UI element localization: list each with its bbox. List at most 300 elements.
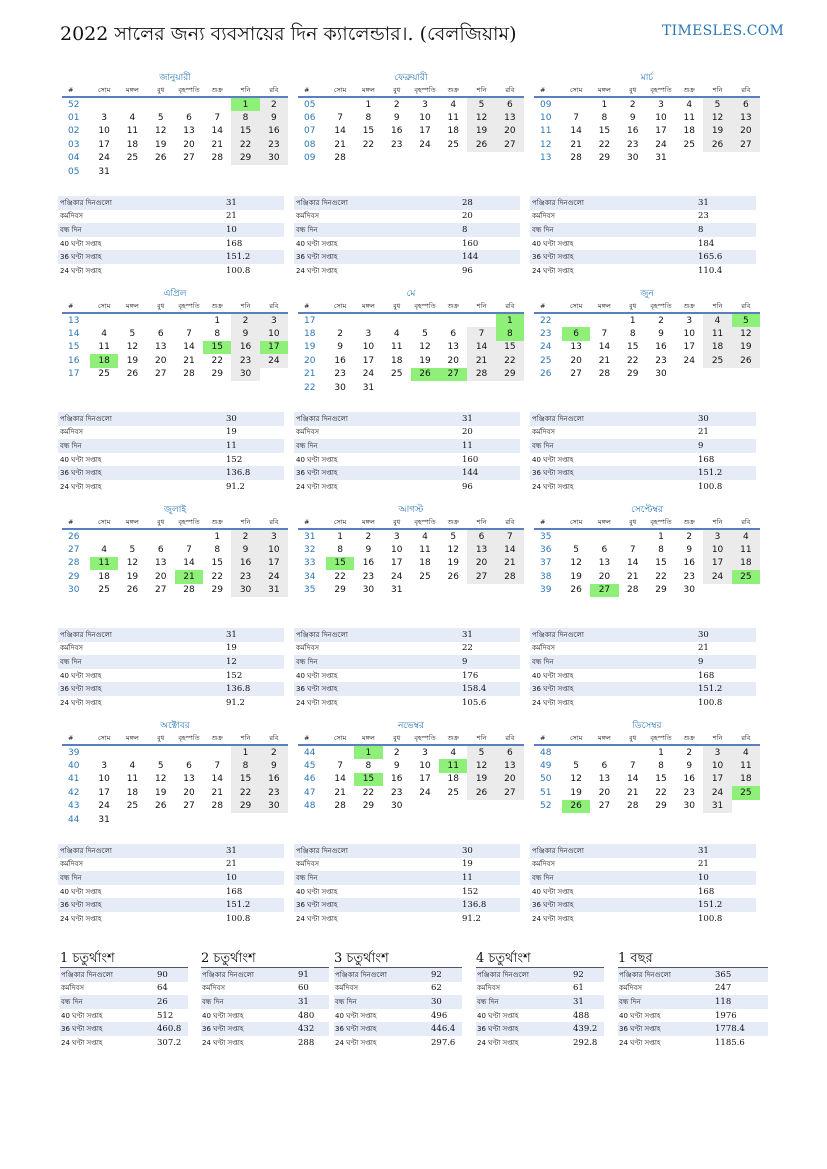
day-cell[interactable]: 23 — [390, 139, 403, 150]
day-cell[interactable]: 1 — [658, 747, 664, 758]
day-cell[interactable]: 18 — [447, 126, 459, 137]
day-cell[interactable]: 18 — [683, 126, 695, 137]
day-cell[interactable]: 20 — [496, 773, 524, 786]
day-cell[interactable]: 30 — [260, 800, 288, 813]
day-cell[interactable]: 23 — [390, 787, 403, 798]
day-cell[interactable]: 26 — [411, 368, 439, 381]
day-cell[interactable]: 8 — [365, 113, 372, 124]
day-cell[interactable]: 25 — [126, 153, 139, 164]
day-cell[interactable]: 20 — [183, 787, 195, 798]
day-cell[interactable]: 20 — [447, 355, 459, 366]
day-cell[interactable]: 26 — [154, 801, 167, 812]
day-cell[interactable]: 9 — [231, 543, 259, 556]
day-cell[interactable]: 15 — [598, 126, 611, 137]
day-cell[interactable]: 21 — [334, 787, 346, 798]
day-cell[interactable]: 18 — [126, 787, 139, 798]
day-cell[interactable]: 25 — [126, 801, 139, 812]
day-cell[interactable]: 3 — [703, 745, 731, 759]
day-cell[interactable]: 11 — [126, 126, 139, 137]
day-cell[interactable]: 1 — [496, 313, 524, 327]
day-cell[interactable]: 20 — [183, 139, 195, 150]
day-cell[interactable]: 19 — [419, 355, 431, 366]
day-cell[interactable]: 4 — [129, 113, 136, 124]
day-cell[interactable]: 29 — [655, 585, 667, 596]
day-cell[interactable]: 31 — [98, 166, 110, 177]
day-cell[interactable]: 23 — [334, 369, 346, 380]
day-cell[interactable]: 2 — [365, 531, 372, 542]
day-cell[interactable]: 8 — [231, 759, 259, 772]
day-cell[interactable]: 19 — [570, 571, 582, 582]
day-cell[interactable]: 6 — [562, 327, 590, 340]
day-cell[interactable]: 28 — [211, 801, 223, 812]
day-cell[interactable]: 15 — [362, 126, 375, 137]
day-cell[interactable]: 27 — [467, 570, 495, 583]
day-cell[interactable]: 10 — [703, 759, 731, 772]
day-cell[interactable]: 17 — [390, 558, 403, 569]
day-cell[interactable]: 10 — [683, 329, 695, 340]
day-cell[interactable]: 7 — [496, 529, 524, 543]
day-cell[interactable]: 5 — [703, 97, 731, 111]
day-cell[interactable]: 9 — [260, 759, 288, 772]
day-cell[interactable]: 6 — [601, 545, 608, 556]
day-cell[interactable]: 11 — [439, 759, 467, 772]
day-cell[interactable]: 4 — [732, 745, 760, 759]
day-cell[interactable]: 26 — [447, 571, 459, 582]
day-cell[interactable]: 16 — [231, 341, 259, 354]
day-cell[interactable]: 22 — [496, 354, 524, 367]
day-cell[interactable]: 5 — [157, 113, 164, 124]
day-cell[interactable]: 15 — [626, 342, 639, 353]
day-cell[interactable]: 30 — [390, 801, 403, 812]
day-cell[interactable]: 20 — [154, 571, 167, 582]
day-cell[interactable]: 26 — [703, 138, 731, 151]
day-cell[interactable]: 28 — [496, 570, 524, 583]
day-cell[interactable]: 14 — [183, 342, 195, 353]
day-cell[interactable]: 4 — [732, 529, 760, 543]
day-cell[interactable]: 19 — [467, 773, 495, 786]
day-cell[interactable]: 13 — [154, 342, 167, 353]
day-cell[interactable]: 30 — [231, 368, 259, 381]
day-cell[interactable]: 17 — [362, 355, 375, 366]
day-cell[interactable]: 11 — [90, 557, 118, 570]
day-cell[interactable]: 28 — [183, 585, 195, 596]
day-cell[interactable]: 29 — [496, 368, 524, 381]
day-cell[interactable]: 12 — [154, 126, 167, 137]
day-cell[interactable]: 30 — [655, 369, 667, 380]
day-cell[interactable]: 1 — [231, 97, 259, 111]
day-cell[interactable]: 26 — [467, 786, 495, 799]
day-cell[interactable]: 9 — [231, 327, 259, 340]
day-cell[interactable]: 30 — [683, 585, 695, 596]
day-cell[interactable]: 29 — [598, 153, 611, 164]
day-cell[interactable]: 26 — [126, 369, 139, 380]
day-cell[interactable]: 11 — [98, 342, 110, 353]
day-cell[interactable]: 2 — [231, 313, 259, 327]
day-cell[interactable]: 27 — [496, 138, 524, 151]
day-cell[interactable]: 27 — [439, 368, 467, 381]
day-cell[interactable]: 19 — [126, 571, 139, 582]
day-cell[interactable]: 24 — [419, 787, 431, 798]
day-cell[interactable]: 5 — [422, 329, 428, 340]
day-cell[interactable]: 24 — [655, 139, 667, 150]
day-cell[interactable]: 3 — [260, 313, 288, 327]
day-cell[interactable]: 3 — [422, 99, 428, 110]
day-cell[interactable]: 15 — [655, 558, 667, 569]
day-cell[interactable]: 15 — [655, 774, 667, 785]
day-cell[interactable]: 15 — [231, 125, 259, 138]
day-cell[interactable]: 18 — [703, 341, 731, 354]
day-cell[interactable]: 30 — [362, 585, 375, 596]
day-cell[interactable]: 4 — [129, 761, 136, 772]
day-cell[interactable]: 9 — [658, 329, 664, 340]
day-cell[interactable]: 6 — [496, 97, 524, 111]
day-cell[interactable]: 15 — [496, 341, 524, 354]
day-cell[interactable]: 2 — [393, 747, 400, 758]
day-cell[interactable]: 5 — [467, 97, 495, 111]
day-cell[interactable]: 8 — [214, 545, 221, 556]
day-cell[interactable]: 4 — [101, 329, 107, 340]
day-cell[interactable]: 21 — [570, 139, 582, 150]
day-cell[interactable]: 24 — [260, 354, 288, 367]
day-cell[interactable]: 22 — [334, 571, 346, 582]
day-cell[interactable]: 25 — [447, 787, 459, 798]
day-cell[interactable]: 13 — [732, 111, 760, 124]
day-cell[interactable]: 5 — [573, 761, 579, 772]
day-cell[interactable]: 3 — [686, 315, 693, 326]
day-cell[interactable]: 5 — [732, 313, 760, 327]
day-cell[interactable]: 13 — [496, 111, 524, 124]
day-cell[interactable]: 23 — [683, 787, 695, 798]
day-cell[interactable]: 24 — [419, 139, 431, 150]
day-cell[interactable]: 22 — [598, 139, 611, 150]
day-cell[interactable]: 20 — [467, 557, 495, 570]
day-cell[interactable]: 24 — [390, 571, 403, 582]
day-cell[interactable]: 3 — [703, 529, 731, 543]
day-cell[interactable]: 21 — [626, 787, 639, 798]
day-cell[interactable]: 16 — [362, 558, 375, 569]
day-cell[interactable]: 9 — [393, 113, 400, 124]
day-cell[interactable]: 15 — [354, 773, 382, 786]
day-cell[interactable]: 8 — [214, 329, 221, 340]
day-cell[interactable]: 17 — [419, 774, 431, 785]
day-cell[interactable]: 10 — [419, 761, 431, 772]
day-cell[interactable]: 23 — [231, 354, 259, 367]
day-cell[interactable]: 9 — [260, 111, 288, 124]
day-cell[interactable]: 6 — [186, 113, 192, 124]
day-cell[interactable]: 23 — [231, 570, 259, 583]
day-cell[interactable]: 18 — [419, 558, 431, 569]
day-cell[interactable]: 22 — [211, 355, 223, 366]
day-cell[interactable]: 21 — [211, 787, 223, 798]
day-cell[interactable]: 19 — [467, 125, 495, 138]
day-cell[interactable]: 1 — [658, 531, 664, 542]
day-cell[interactable]: 8 — [601, 113, 608, 124]
day-cell[interactable]: 2 — [231, 529, 259, 543]
day-cell[interactable]: 3 — [658, 99, 664, 110]
day-cell[interactable]: 7 — [186, 545, 192, 556]
day-cell[interactable]: 10 — [98, 774, 110, 785]
day-cell[interactable]: 10 — [703, 543, 731, 556]
day-cell[interactable]: 12 — [154, 774, 167, 785]
day-cell[interactable]: 20 — [598, 571, 611, 582]
day-cell[interactable]: 6 — [467, 529, 495, 543]
day-cell[interactable]: 9 — [629, 113, 636, 124]
day-cell[interactable]: 19 — [126, 355, 139, 366]
day-cell[interactable]: 23 — [260, 786, 288, 799]
day-cell[interactable]: 3 — [101, 113, 107, 124]
day-cell[interactable]: 24 — [98, 153, 110, 164]
day-cell[interactable]: 21 — [626, 571, 639, 582]
day-cell[interactable]: 9 — [393, 761, 400, 772]
day-cell[interactable]: 22 — [655, 571, 667, 582]
day-cell[interactable]: 13 — [467, 543, 495, 556]
day-cell[interactable]: 5 — [573, 545, 579, 556]
day-cell[interactable]: 29 — [231, 800, 259, 813]
day-cell[interactable]: 22 — [231, 786, 259, 799]
day-cell[interactable]: 28 — [183, 369, 195, 380]
day-cell[interactable]: 24 — [703, 570, 731, 583]
day-cell[interactable]: 14 — [570, 126, 582, 137]
day-cell[interactable]: 28 — [334, 153, 346, 164]
day-cell[interactable]: 22 — [362, 787, 375, 798]
day-cell[interactable]: 12 — [703, 111, 731, 124]
day-cell[interactable]: 11 — [683, 113, 695, 124]
day-cell[interactable]: 27 — [598, 801, 611, 812]
day-cell[interactable]: 17 — [98, 139, 110, 150]
day-cell[interactable]: 16 — [683, 558, 695, 569]
day-cell[interactable]: 31 — [655, 153, 667, 164]
day-cell[interactable]: 14 — [183, 558, 195, 569]
day-cell[interactable]: 30 — [231, 584, 259, 597]
day-cell[interactable]: 11 — [447, 113, 459, 124]
day-cell[interactable]: 17 — [655, 126, 667, 137]
day-cell[interactable]: 24 — [98, 801, 110, 812]
day-cell[interactable]: 20 — [154, 355, 167, 366]
day-cell[interactable]: 23 — [626, 139, 639, 150]
day-cell[interactable]: 28 — [334, 801, 346, 812]
day-cell[interactable]: 17 — [703, 773, 731, 786]
day-cell[interactable]: 12 — [419, 342, 431, 353]
day-cell[interactable]: 4 — [393, 329, 400, 340]
day-cell[interactable]: 8 — [365, 761, 372, 772]
day-cell[interactable]: 24 — [260, 570, 288, 583]
day-cell[interactable]: 4 — [101, 545, 107, 556]
day-cell[interactable]: 14 — [211, 126, 223, 137]
day-cell[interactable]: 25 — [98, 585, 110, 596]
day-cell[interactable]: 30 — [683, 801, 695, 812]
day-cell[interactable]: 2 — [260, 745, 288, 759]
day-cell[interactable]: 5 — [129, 329, 136, 340]
day-cell[interactable]: 17 — [260, 557, 288, 570]
day-cell[interactable]: 24 — [703, 786, 731, 799]
day-cell[interactable]: 26 — [562, 800, 590, 813]
day-cell[interactable]: 10 — [419, 113, 431, 124]
day-cell[interactable]: 13 — [154, 558, 167, 569]
day-cell[interactable]: 31 — [390, 585, 403, 596]
day-cell[interactable]: 7 — [214, 761, 221, 772]
day-cell[interactable]: 9 — [686, 761, 693, 772]
day-cell[interactable]: 17 — [683, 342, 695, 353]
day-cell[interactable]: 25 — [732, 570, 760, 583]
day-cell[interactable]: 7 — [214, 113, 221, 124]
day-cell[interactable]: 17 — [98, 787, 110, 798]
day-cell[interactable]: 4 — [450, 99, 457, 110]
day-cell[interactable]: 16 — [390, 126, 403, 137]
day-cell[interactable]: 7 — [629, 545, 636, 556]
day-cell[interactable]: 17 — [419, 126, 431, 137]
day-cell[interactable]: 16 — [231, 557, 259, 570]
day-cell[interactable]: 5 — [450, 531, 457, 542]
day-cell[interactable]: 13 — [496, 759, 524, 772]
day-cell[interactable]: 23 — [683, 571, 695, 582]
day-cell[interactable]: 27 — [590, 584, 618, 597]
day-cell[interactable]: 29 — [231, 152, 259, 165]
day-cell[interactable]: 13 — [183, 126, 195, 137]
day-cell[interactable]: 8 — [658, 545, 664, 556]
day-cell[interactable]: 7 — [601, 329, 608, 340]
day-cell[interactable]: 27 — [496, 786, 524, 799]
day-cell[interactable]: 18 — [732, 557, 760, 570]
day-cell[interactable]: 1 — [601, 99, 608, 110]
day-cell[interactable]: 10 — [655, 113, 667, 124]
day-cell[interactable]: 16 — [655, 342, 667, 353]
day-cell[interactable]: 19 — [570, 787, 582, 798]
day-cell[interactable]: 31 — [260, 584, 288, 597]
day-cell[interactable]: 7 — [573, 113, 579, 124]
day-cell[interactable]: 28 — [211, 153, 223, 164]
day-cell[interactable]: 18 — [447, 774, 459, 785]
day-cell[interactable]: 18 — [390, 355, 403, 366]
day-cell[interactable]: 26 — [732, 354, 760, 367]
day-cell[interactable]: 29 — [334, 585, 346, 596]
day-cell[interactable]: 10 — [260, 543, 288, 556]
day-cell[interactable]: 12 — [732, 327, 760, 340]
day-cell[interactable]: 10 — [260, 327, 288, 340]
day-cell[interactable]: 13 — [598, 774, 611, 785]
day-cell[interactable]: 1 — [214, 315, 221, 326]
day-cell[interactable]: 3 — [101, 761, 107, 772]
day-cell[interactable]: 19 — [732, 341, 760, 354]
day-cell[interactable]: 25 — [447, 139, 459, 150]
day-cell[interactable]: 7 — [337, 761, 343, 772]
day-cell[interactable]: 9 — [365, 545, 372, 556]
day-cell[interactable]: 2 — [629, 99, 636, 110]
day-cell[interactable]: 7 — [186, 329, 192, 340]
day-cell[interactable]: 25 — [683, 139, 695, 150]
day-cell[interactable]: 22 — [231, 138, 259, 151]
day-cell[interactable]: 20 — [732, 125, 760, 138]
day-cell[interactable]: 6 — [157, 545, 164, 556]
day-cell[interactable]: 18 — [126, 139, 139, 150]
day-cell[interactable]: 4 — [686, 99, 693, 110]
day-cell[interactable]: 15 — [231, 773, 259, 786]
day-cell[interactable]: 26 — [126, 585, 139, 596]
day-cell[interactable]: 10 — [390, 545, 403, 556]
day-cell[interactable]: 21 — [334, 139, 346, 150]
day-cell[interactable]: 29 — [211, 369, 223, 380]
day-cell[interactable]: 3 — [260, 529, 288, 543]
day-cell[interactable]: 3 — [393, 531, 400, 542]
day-cell[interactable]: 27 — [732, 138, 760, 151]
day-cell[interactable]: 14 — [334, 774, 346, 785]
day-cell[interactable]: 13 — [183, 774, 195, 785]
day-cell[interactable]: 12 — [570, 774, 582, 785]
site-link[interactable]: TIMESLES.COM — [662, 23, 785, 39]
day-cell[interactable]: 3 — [365, 329, 372, 340]
day-cell[interactable]: 14 — [467, 341, 495, 354]
day-cell[interactable]: 28 — [467, 368, 495, 381]
day-cell[interactable]: 26 — [154, 153, 167, 164]
day-cell[interactable]: 2 — [686, 747, 693, 758]
day-cell[interactable]: 15 — [203, 341, 231, 354]
day-cell[interactable]: 25 — [703, 354, 731, 367]
day-cell[interactable]: 23 — [260, 138, 288, 151]
day-cell[interactable]: 5 — [467, 745, 495, 759]
day-cell[interactable]: 11 — [419, 545, 431, 556]
day-cell[interactable]: 14 — [626, 558, 639, 569]
day-cell[interactable]: 14 — [334, 126, 346, 137]
day-cell[interactable]: 10 — [98, 126, 110, 137]
day-cell[interactable]: 11 — [703, 327, 731, 340]
day-cell[interactable]: 8 — [337, 545, 343, 556]
day-cell[interactable]: 11 — [732, 543, 760, 556]
day-cell[interactable]: 13 — [570, 342, 582, 353]
day-cell[interactable]: 22 — [362, 139, 375, 150]
day-cell[interactable]: 30 — [260, 152, 288, 165]
day-cell[interactable]: 2 — [658, 315, 664, 326]
day-cell[interactable]: 1 — [354, 745, 382, 759]
day-cell[interactable]: 13 — [598, 558, 611, 569]
day-cell[interactable]: 31 — [98, 814, 110, 825]
day-cell[interactable]: 14 — [496, 543, 524, 556]
day-cell[interactable]: 12 — [126, 342, 139, 353]
day-cell[interactable]: 21 — [183, 355, 195, 366]
day-cell[interactable]: 17 — [703, 557, 731, 570]
day-cell[interactable]: 12 — [467, 111, 495, 124]
day-cell[interactable]: 18 — [98, 571, 110, 582]
day-cell[interactable]: 29 — [626, 369, 639, 380]
day-cell[interactable]: 15 — [211, 558, 223, 569]
day-cell[interactable]: 14 — [626, 774, 639, 785]
day-cell[interactable]: 25 — [732, 786, 760, 799]
day-cell[interactable]: 6 — [496, 745, 524, 759]
day-cell[interactable]: 28 — [598, 369, 611, 380]
day-cell[interactable]: 8 — [629, 329, 636, 340]
day-cell[interactable]: 16 — [390, 774, 403, 785]
day-cell[interactable]: 12 — [467, 759, 495, 772]
day-cell[interactable]: 20 — [598, 787, 611, 798]
day-cell[interactable]: 6 — [601, 761, 608, 772]
day-cell[interactable]: 19 — [447, 558, 459, 569]
day-cell[interactable]: 16 — [683, 774, 695, 785]
day-cell[interactable]: 7 — [467, 327, 495, 340]
day-cell[interactable]: 20 — [496, 125, 524, 138]
day-cell[interactable]: 28 — [626, 585, 639, 596]
day-cell[interactable]: 1 — [214, 531, 221, 542]
day-cell[interactable]: 30 — [626, 153, 639, 164]
day-cell[interactable]: 21 — [467, 354, 495, 367]
day-cell[interactable]: 30 — [334, 382, 346, 393]
day-cell[interactable]: 1 — [231, 745, 259, 759]
day-cell[interactable]: 23 — [655, 355, 667, 366]
day-cell[interactable]: 20 — [570, 355, 582, 366]
day-cell[interactable]: 8 — [496, 327, 524, 340]
day-cell[interactable]: 7 — [337, 113, 343, 124]
day-cell[interactable]: 5 — [157, 761, 164, 772]
day-cell[interactable]: 11 — [390, 342, 403, 353]
day-cell[interactable]: 16 — [260, 125, 288, 138]
day-cell[interactable]: 27 — [154, 585, 167, 596]
